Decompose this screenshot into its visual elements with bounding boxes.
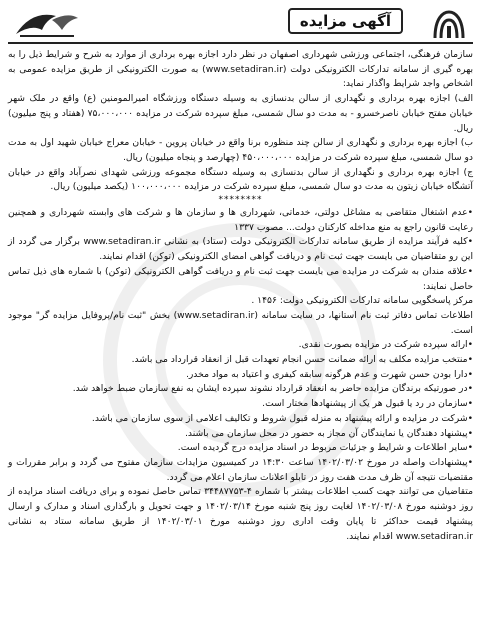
contact-center: مرکز پاسخگویی سامانه تدارکات الکترونیکی دولت: ۱۴۵۶ . — [251, 295, 473, 307]
municipality-logo-icon — [12, 6, 82, 40]
condition-1: •عدم اشتغال متقاضی به مشاغل دولتی، خدماتی، شهرداری ها و سازمان ها و شرکت های وابسته شهرداری و همچنین رعایت قانون راجع به منع مداخله کارکنان دولت... مصوب ۱۳۳۷ — [8, 207, 473, 233]
notice-title: آگهی مزایده — [288, 8, 403, 34]
condition-opening: •پیشنهادات واصله در مورخ ۱۴۰۲/۰۳/۰۲ ساعت ۱۴:۳۰ در کمیسیون مزایدات سازمان مفتوح می گردد و برابر مقررات و مقتضیات نتیجه آن ظرف مدت هفت روز در تابلو اعلانات سازمان اعلام می گردد. — [8, 456, 473, 483]
notice-body — [8, 48, 473, 544]
registration-info: اطلاعات تماس دفاتر ثبت نام استانها، در سایت سامانه (www.setadiran.ir) بخش "ثبت نام/پروفایل مزایده گر" موجود است. — [8, 309, 473, 336]
intro-paragraph: سازمان فرهنگی، اجتماعی ورزشی شهرداری اصفهان در نظر دارد اجازه بهره برداری از موارد به شرح و شرایط ذیل را به بهره گیری از سامانه تدارکات الکترونیکی دولت (www.setadiran.ir) به صورت الکترونیکی از طریق مزایده عمومی به اشخاص واجد شرایط واگذار نماید: — [8, 49, 474, 90]
condition-acceptance: •شرکت در مزایده و ارائه پیشنهاد به منزله قبول شروط و تکالیف اعلامی از سوی سازمان می باشد. — [91, 412, 473, 424]
condition-guarantee: •منتخب مزایده مکلف به ارائه ضمانت حسن انجام تعهدات قبل از انعقاد قرارداد می باشد. — [131, 354, 473, 366]
item-b: ب) اجازه بهره برداری و نگهداری از سالن چند منظوره برنا واقع در خیابان پروین - خیابان معراج خیابان شهید اول به مدت دو سال شمسی، مبلغ سپرده شرکت در مزایده ۴۵۰،۰۰۰،۰۰۰ (چهارصد و پنجاه میلیون) ریال. — [8, 137, 473, 163]
condition-forfeit: •در صورتیکه برندگان مزایده حاضر به انعقاد قرارداد نشوند سپرده ایشان به نفع سازمان ضبط خواهد شد. — [72, 383, 473, 395]
notice-header — [8, 6, 473, 44]
item-c: ج) اجازه بهره برداری و نگهداری از سالن بدنسازی به وسیله دستگاه مجموعه ورزشی شهدای نصرآباد واقع در خیابان آتشگاه خیابان زیتون به مدت دو سال شمسی، مبلغ سپرده شرکت در مزایده ۱۰۰،۰۰۰،۰۰۰ (یکصد میلیون) ریال. — [8, 166, 473, 193]
condition-discretion: •سازمان در رد یا قبول هر یک از پیشنهادها مختار است. — [262, 398, 473, 410]
condition-2: •کلیه فرآیند مزایده از طریق سامانه تدارکات الکترونیکی دولت (ستاد) به نشانی www.setadiran.ir برگزار می گردد از این رو متقاضیان می بایست جهت ثبت نام و دریافت گواهی امضای الکترونیکی (توکن) اقدام نمایند. — [8, 236, 474, 263]
separator: ******** — [218, 195, 263, 206]
condition-reputation: •دارا بودن حسن شهرت و عدم هرگونه سابقه کیفری و اعتیاد به مواد مخدر. — [185, 368, 473, 380]
isfahan-emblem-icon — [429, 8, 469, 40]
condition-attendance: •پیشنهاد دهندگان یا نمایندگان آن مجاز به حضور در محل سازمان می باشند. — [184, 427, 473, 439]
condition-deposit: •ارائه سپرده شرکت در مزایده بصورت نقدی. — [298, 339, 473, 351]
closing-paragraph: متقاضیان می توانند جهت کسب اطلاعات بیشتر با شماره ۴-۳۴۴۸۷۷۵۳ تماس حاصل نموده و برای دریافت اسناد مزایده از روز دوشنبه مورخ ۱۴۰۲/۰۳/۰۸ لغایت روز پنج شنبه مورخ ۱۴۰۲/۰۳/۱۴ و جهت تحویل و بارگذاری اسناد و مدارک و ارسال پیشنهاد قیمت حداکثر تا پایان وقت اداری روز دوشنبه مورخ ۱۴۰۲/۰۳/۰۱ از طریق سامانه ستاد به نشانی www.setadiran.ir اقدام نمایند. — [8, 486, 474, 542]
condition-documents: •سایر اطلاعات و شرایط و جزئیات مربوط در اسناد مزایده درج گردیده است. — [177, 442, 473, 454]
condition-3: •علاقه مندان به شرکت در مزایده می بایست جهت ثبت نام و دریافت گواهی الکترونیکی (توکن) با شماره های ذیل تماس حاصل نمایند: — [8, 265, 473, 292]
item-a: الف) اجازه بهره برداری و نگهداری از سالن بدنسازی به وسیله دستگاه ورزشگاه امیرالمومنین (ع) واقع در ملک شهر خیابان مفتح خیابان ناصرخسرو - به مدت دو سال شمسی، مبلغ سپرده شرکت در مزایده ۷۵،۰۰۰،۰۰۰ (هفتاد و پنج میلیون) ریال. — [8, 93, 473, 134]
